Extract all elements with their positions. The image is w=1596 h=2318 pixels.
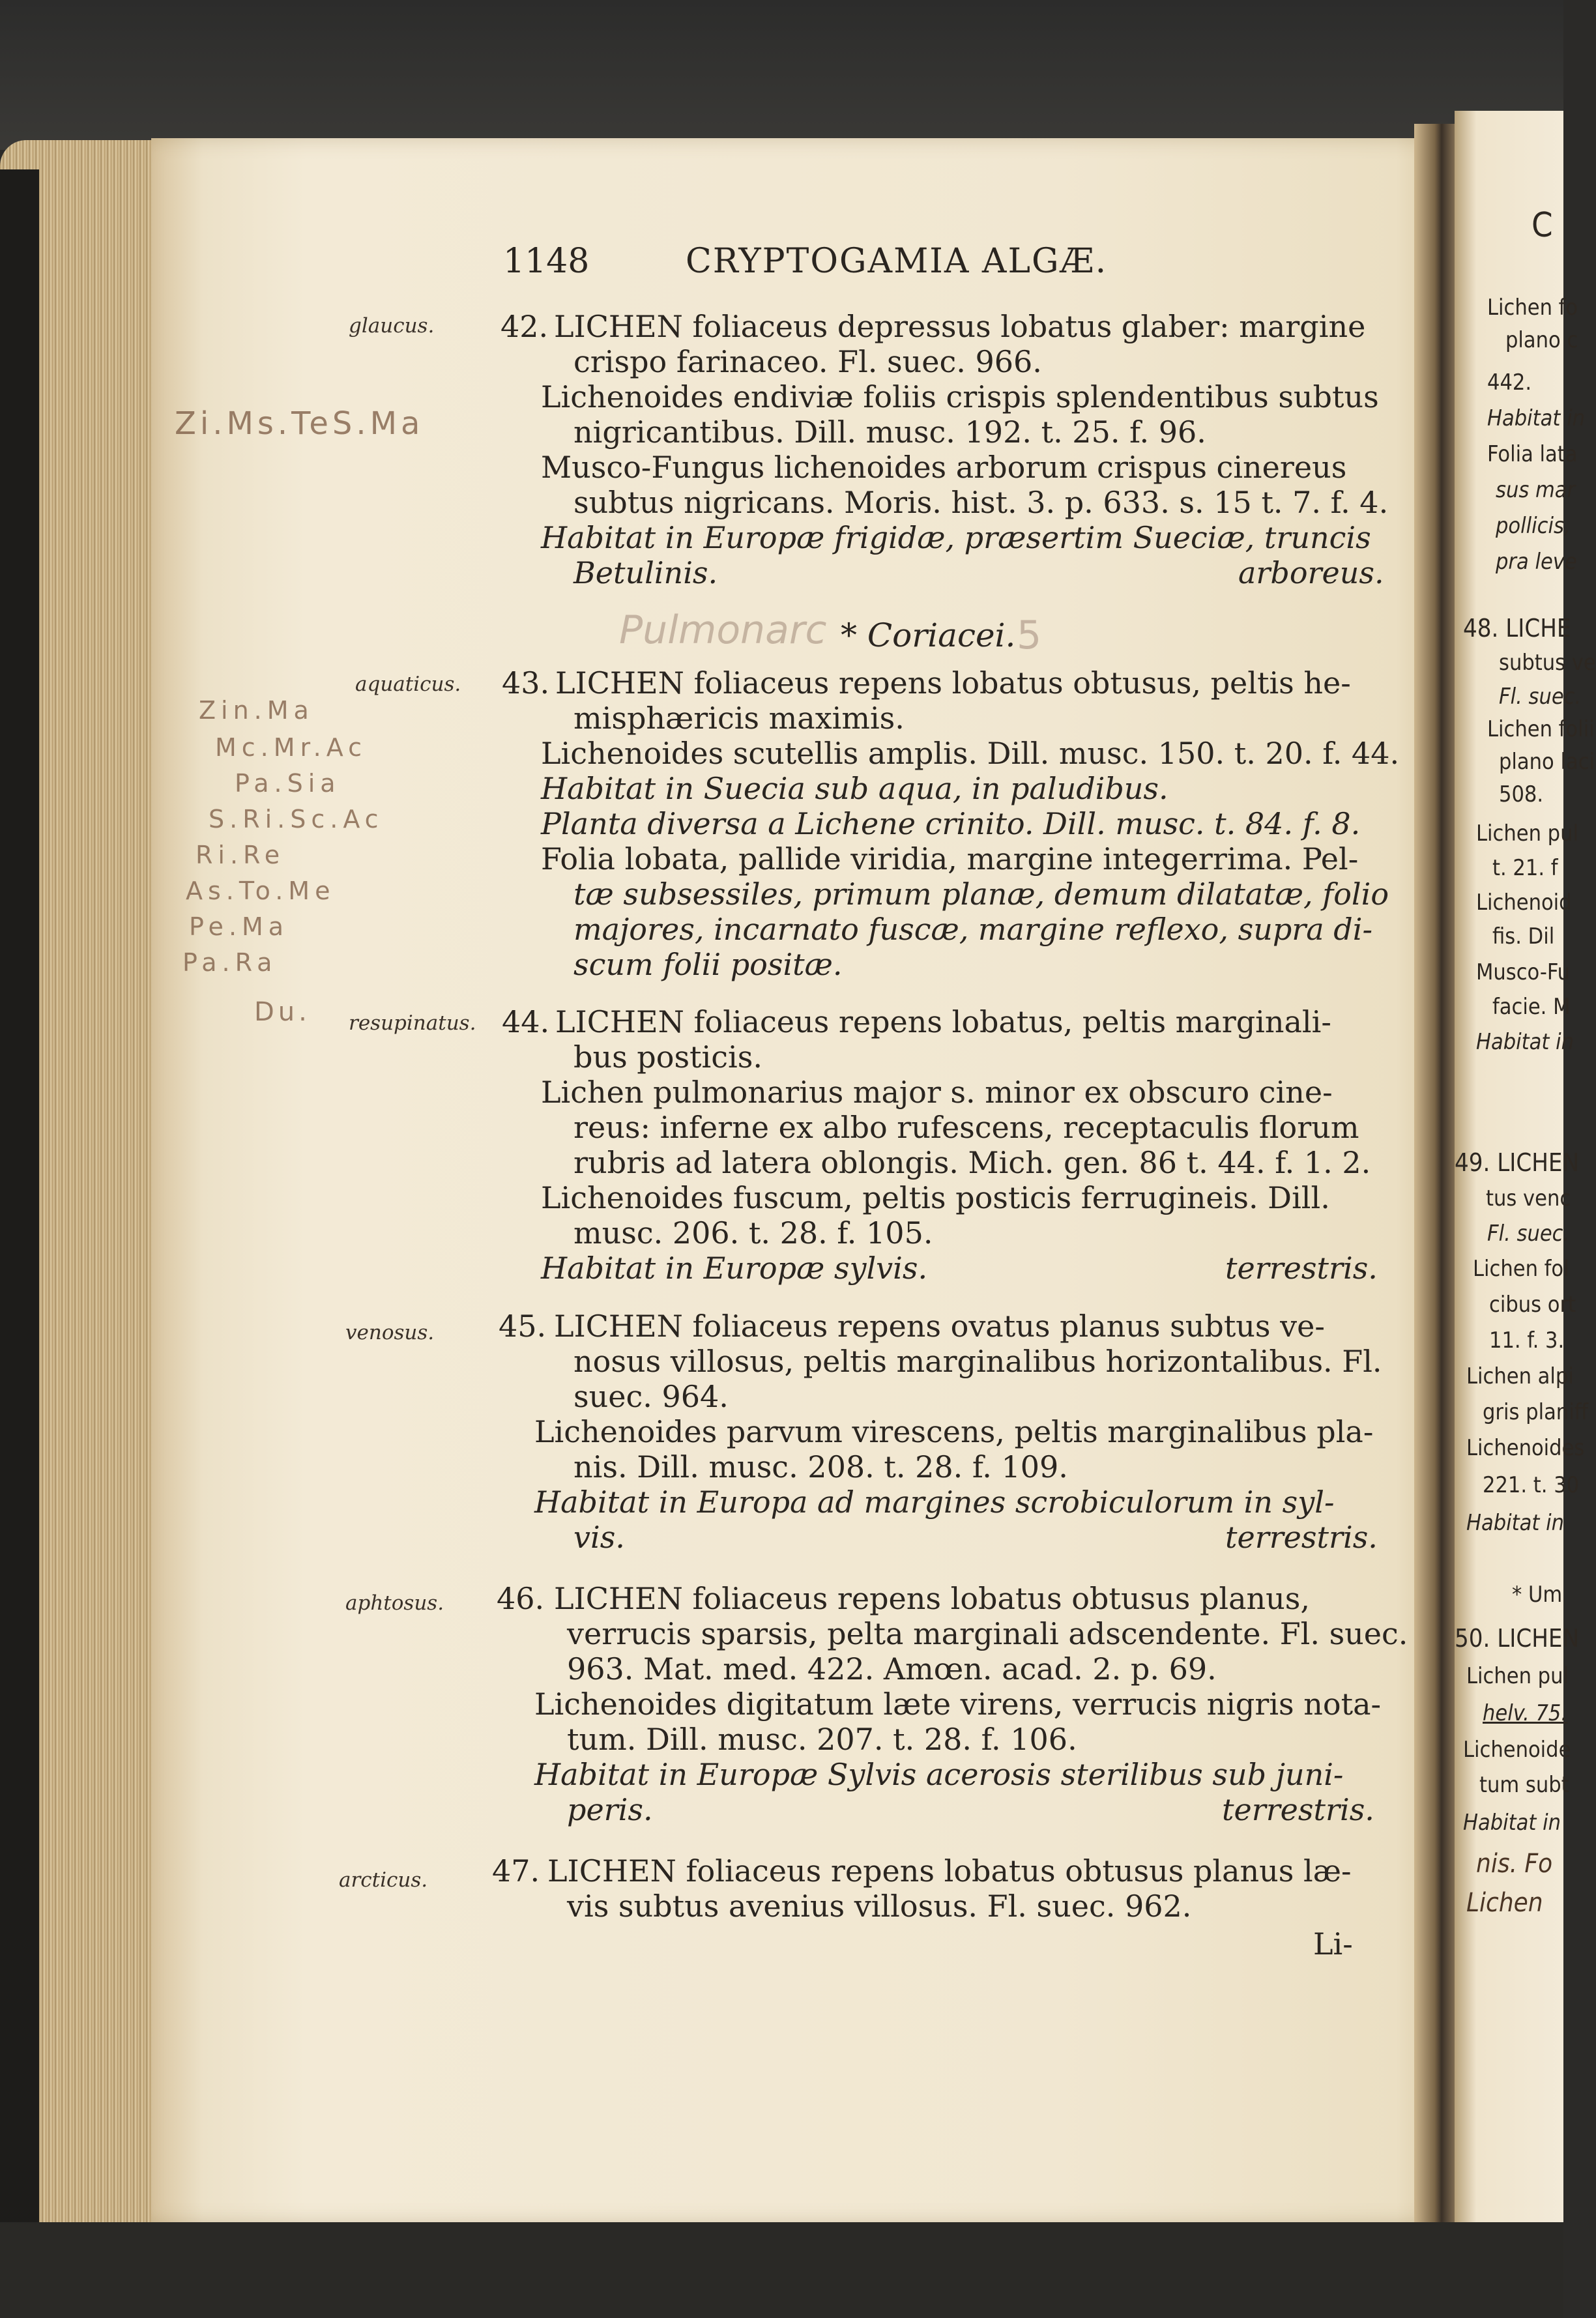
page-number: 1148 (503, 242, 590, 281)
right-line: Lichen pul (1466, 1663, 1569, 1689)
entry-line: majores, incarnato fuscæ, margine reflexo, supra di- (573, 912, 1373, 947)
marginal-note: Pa.Sia (235, 769, 341, 798)
marginal-note: Ri.Re (196, 841, 285, 869)
marginal-note: Du. (254, 997, 311, 1027)
entry-line: 963. Mat. med. 422. Amœn. acad. 2. p. 69. (567, 1651, 1217, 1687)
trivial-name: arcticus. (339, 1868, 428, 1892)
right-line: Folia lata (1487, 441, 1578, 467)
right-line: helv. 75. (1483, 1700, 1568, 1726)
right-line: cibus ort (1489, 1292, 1576, 1318)
right-line: sus mar (1496, 477, 1576, 503)
entry-line: verrucis sparsis, pelta marginali adscendente. Fl. suec. (567, 1616, 1408, 1651)
entry-line: vis subtus avenius villosus. Fl. suec. 962. (567, 1889, 1192, 1924)
handwritten-note: nis. Fo (1476, 1849, 1553, 1879)
right-line: gris planiff (1483, 1399, 1588, 1425)
entry-number: 45. (499, 1309, 547, 1344)
entry-number: 43. (502, 665, 550, 701)
right-line: Musco-Fu (1476, 959, 1571, 985)
marginal-note: Mc.Mr.Ac (215, 733, 367, 762)
trivial-name: venosus. (345, 1321, 435, 1344)
right-line: Lichen fol (1473, 1256, 1569, 1282)
entry-line: Lichenoides scutellis amplis. Dill. musc. 150. t. 20. f. 44. (541, 736, 1400, 771)
entry-line: Betulinis. (573, 555, 718, 590)
right-line: t. 21. f (1492, 855, 1558, 881)
right-line: plano laci (1499, 749, 1595, 775)
entry-line: nis. Dill. musc. 208. t. 28. f. 109. (573, 1449, 1068, 1485)
entry-line: bus posticis. (573, 1039, 762, 1075)
entry-line: Lichenoides endiviæ foliis crispis splendentibus subtus (541, 379, 1379, 414)
entry-number: 42. (501, 309, 549, 344)
marginal-note: Pe.Ma (189, 912, 289, 941)
habitat-tag: arboreus. (1238, 555, 1384, 590)
entry-line: Planta diversa a Lichene crinito. Dill. musc. t. 84. f. 8. (541, 806, 1361, 841)
right-line: 50. LICHEN (1455, 1624, 1580, 1653)
habitat-line: Habitat in Europa ad margines scrobiculorum in syl- (534, 1485, 1335, 1520)
right-line: Habitat in (1466, 1510, 1564, 1536)
right-line: Lichenoid (1476, 890, 1572, 916)
trivial-name: aphtosus. (345, 1591, 444, 1615)
right-line: pollicis, (1496, 513, 1571, 539)
right-line: 221. t. 30 (1483, 1472, 1580, 1498)
trivial-name: aquaticus. (355, 673, 461, 696)
habitat-tag: terrestris. (1225, 1251, 1378, 1286)
entry-line: subtus nigricans. Moris. hist. 3. p. 633. s. 15 t. 7. f. 4. (573, 485, 1389, 520)
entry-line: LICHEN foliaceus repens lobatus obtusus, peltis he- (555, 665, 1351, 701)
habitat-tag: terrestris. (1225, 1520, 1378, 1555)
right-line: Fl. suec. (1487, 1221, 1570, 1247)
right-line: Lichenoides (1466, 1435, 1585, 1461)
entry-line: vis. (573, 1520, 625, 1555)
right-line: Fl. suec. (1499, 684, 1582, 710)
entry-line: crispo farinaceo. Fl. suec. 966. (573, 344, 1042, 379)
gutter (1414, 124, 1460, 2242)
background-top (0, 0, 1563, 150)
right-line: plano c (1505, 327, 1578, 353)
habitat-tag: terrestris. (1222, 1792, 1374, 1827)
entry-line: musc. 206. t. 28. f. 105. (573, 1215, 933, 1251)
entry-line: LICHEN foliaceus repens lobatus obtusus planus, (554, 1581, 1311, 1616)
right-line: subtus ve (1499, 650, 1596, 676)
running-title: CRYPTOGAMIA ALGÆ. (686, 242, 1108, 281)
marginal-note: Zin.Ma (199, 696, 314, 725)
catchword: Li- (1313, 1926, 1353, 1962)
entry-line: misphæricis maximis. (573, 701, 905, 736)
pencil-mark: 5 (1017, 613, 1042, 658)
binding-shadow (0, 169, 39, 2294)
entry-line: Lichenoides digitatum læte virens, verrucis nigris nota- (534, 1687, 1382, 1722)
right-line: tus venc (1486, 1185, 1571, 1211)
habitat-line: Habitat in Europæ frigidæ, præsertim Sueciæ, truncis (541, 520, 1371, 555)
right-line: 48. LICHE (1463, 614, 1571, 643)
entry-line: Musco-Fungus lichenoides arborum crispus cinereus (541, 450, 1347, 485)
habitat-line: Habitat in Europæ Sylvis acerosis sterilibus sub juni- (534, 1757, 1344, 1792)
entry-line: LICHEN foliaceus repens ovatus planus subtus ve- (554, 1309, 1325, 1344)
right-line: Lichen folii (1487, 716, 1595, 742)
right-line: 49. LICHEN (1455, 1148, 1580, 1177)
right-page (1455, 111, 1563, 2255)
right-line: Lichenoide (1463, 1737, 1571, 1763)
right-line: Lichen pul (1476, 820, 1578, 847)
marginal-note: As.To.Me (186, 876, 336, 905)
right-line: facie. M (1492, 994, 1571, 1020)
entry-line: nigricantibus. Dill. musc. 192. t. 25. f. 96. (573, 414, 1206, 450)
entry-line: rubris ad latera oblongis. Mich. gen. 86 t. 44. f. 1. 2. (573, 1145, 1371, 1180)
right-line: Habitat in (1463, 1810, 1561, 1836)
handwritten-note: Lichen (1466, 1888, 1543, 1918)
right-running-title: C (1531, 206, 1553, 245)
entry-line: LICHEN foliaceus depressus lobatus glaber: margine (554, 309, 1366, 344)
entry-line: nosus villosus, peltis marginalibus horizontalibus. Fl. (573, 1344, 1382, 1379)
habitat-line: Habitat in Europæ sylvis. (541, 1251, 928, 1286)
right-line: 11. f. 3. (1489, 1327, 1565, 1354)
right-line: 442. (1487, 369, 1532, 396)
entry-number: 47. (492, 1853, 540, 1889)
marginal-note: Zi.Ms.TeS.Ma (175, 405, 424, 442)
entry-line: Lichen pulmonarius major s. minor ex obscuro cine- (541, 1075, 1333, 1110)
entry-line: Lichenoides fuscum, peltis posticis ferrugineis. Dill. (541, 1180, 1330, 1215)
right-line: Habitat in (1487, 405, 1585, 431)
entry-line: LICHEN foliaceus repens lobatus, peltis marginali- (555, 1004, 1331, 1039)
entry-line: LICHEN foliaceus repens lobatus obtusus planus læ- (547, 1853, 1352, 1889)
entry-line: Lichenoides parvum virescens, peltis marginalibus pla- (534, 1414, 1374, 1449)
entry-line: suec. 964. (573, 1379, 729, 1414)
background-bottom (0, 2222, 1563, 2318)
entry-line: reus: inferne ex albo rufescens, receptaculis florum (573, 1110, 1359, 1145)
entry-line: tum. Dill. musc. 207. t. 28. f. 106. (567, 1722, 1077, 1757)
trivial-name: glaucus. (349, 314, 435, 338)
right-line: Habitat in (1476, 1029, 1574, 1055)
trivial-name: resupinatus. (349, 1011, 476, 1035)
entry-line: Folia lobata, pallide viridia, margine integerrima. Pel- (541, 841, 1359, 876)
right-line: Lichen fo (1487, 295, 1578, 321)
right-line: Lichen alpi (1466, 1363, 1574, 1389)
entry-line: peris. (567, 1792, 653, 1827)
pencil-note: Pulmonarc (619, 607, 827, 653)
entry-line: tæ subsessiles, primum planæ, demum dilatatæ, folio (573, 876, 1389, 912)
entry-line: scum folii positæ. (573, 947, 843, 982)
right-line: * Um (1512, 1582, 1563, 1608)
marginal-note: Pa.Ra (182, 948, 278, 977)
entry-number: 44. (502, 1004, 550, 1039)
marginal-note: S.Ri.Sc.Ac (209, 805, 384, 833)
right-line: fis. Dil (1492, 923, 1555, 949)
right-line: pra leve (1496, 549, 1577, 575)
right-line: 508. (1499, 781, 1544, 807)
section-heading: * Coriacei. (841, 616, 1016, 654)
right-line: tum subt (1479, 1772, 1569, 1798)
habitat-line: Habitat in Suecia sub aqua, in paludibus. (541, 771, 1168, 806)
entry-number: 46. (497, 1581, 545, 1616)
